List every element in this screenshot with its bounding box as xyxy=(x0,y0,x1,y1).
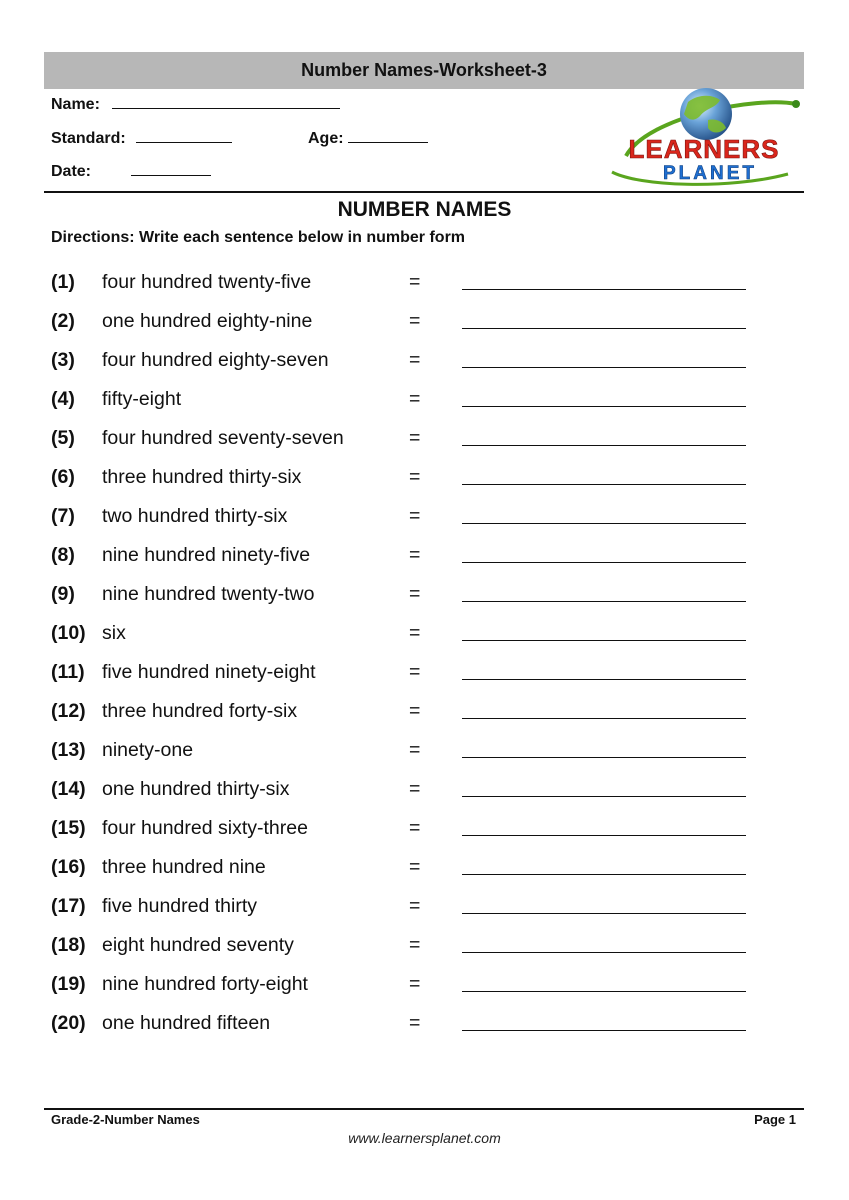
answer-line[interactable] xyxy=(462,757,746,758)
equals-sign: = xyxy=(409,310,421,332)
equals-sign: = xyxy=(409,700,421,722)
header-divider xyxy=(44,191,804,193)
equals-sign: = xyxy=(409,505,421,527)
equals-sign: = xyxy=(409,934,421,956)
answer-line[interactable] xyxy=(462,484,746,485)
orbit-dot xyxy=(792,100,800,108)
equals-sign: = xyxy=(409,739,421,761)
name-field[interactable] xyxy=(51,94,340,114)
question-number: (7) xyxy=(51,505,75,527)
equals-sign: = xyxy=(409,973,421,995)
date-label: Date: xyxy=(51,163,92,180)
equals-sign: = xyxy=(409,466,421,488)
question-text: nine hundred twenty-two xyxy=(102,583,315,605)
question-row xyxy=(0,778,849,808)
date-field[interactable] xyxy=(51,161,211,181)
standard-field[interactable] xyxy=(51,128,232,148)
footer-page-number: Page 1 xyxy=(754,1112,796,1127)
question-number: (6) xyxy=(51,466,75,488)
worksheet-title: Number Names-Worksheet-3 xyxy=(44,52,804,89)
question-number: (19) xyxy=(51,973,86,995)
answer-line[interactable] xyxy=(462,289,746,290)
question-row xyxy=(0,739,849,769)
answer-line[interactable] xyxy=(462,913,746,914)
question-number: (2) xyxy=(51,310,75,332)
question-row xyxy=(0,934,849,964)
equals-sign: = xyxy=(409,271,421,293)
name-line[interactable] xyxy=(112,94,340,109)
question-row xyxy=(0,505,849,535)
answer-line[interactable] xyxy=(462,328,746,329)
question-text: three hundred forty-six xyxy=(102,700,298,722)
question-text: nine hundred ninety-five xyxy=(102,544,311,566)
question-text: four hundred sixty-three xyxy=(102,817,308,839)
question-row xyxy=(0,583,849,613)
question-number: (18) xyxy=(51,934,86,956)
question-number: (5) xyxy=(51,427,75,449)
question-row xyxy=(0,1012,849,1042)
question-text: four hundred eighty-seven xyxy=(102,349,329,371)
question-number: (8) xyxy=(51,544,75,566)
question-text: five hundred ninety-eight xyxy=(102,661,316,683)
date-line[interactable] xyxy=(131,161,211,176)
question-row xyxy=(0,817,849,847)
question-number: (15) xyxy=(51,817,86,839)
question-number: (3) xyxy=(51,349,75,371)
question-text: one hundred eighty-nine xyxy=(102,310,313,332)
question-text: six xyxy=(102,622,126,644)
directions-text: Directions: Write each sentence below in number form xyxy=(51,229,466,246)
equals-sign: = xyxy=(409,622,421,644)
question-row xyxy=(0,466,849,496)
answer-line[interactable] xyxy=(462,796,746,797)
age-field[interactable] xyxy=(308,128,428,148)
answer-line[interactable] xyxy=(462,679,746,680)
answer-line[interactable] xyxy=(462,874,746,875)
name-label: Name: xyxy=(51,96,100,113)
age-label: Age: xyxy=(308,130,344,147)
equals-sign: = xyxy=(409,856,421,878)
answer-line[interactable] xyxy=(462,562,746,563)
question-number: (10) xyxy=(51,622,86,644)
question-number: (4) xyxy=(51,388,75,410)
answer-line[interactable] xyxy=(462,1030,746,1031)
answer-line[interactable] xyxy=(462,523,746,524)
question-row xyxy=(0,895,849,925)
question-row xyxy=(0,661,849,691)
footer-divider xyxy=(44,1108,804,1110)
answer-line[interactable] xyxy=(462,601,746,602)
question-number: (16) xyxy=(51,856,86,878)
footer-course: Grade-2-Number Names xyxy=(51,1112,200,1127)
question-row xyxy=(0,427,849,457)
equals-sign: = xyxy=(409,427,421,449)
question-row xyxy=(0,310,849,340)
equals-sign: = xyxy=(409,778,421,800)
question-text: one hundred fifteen xyxy=(102,1012,271,1034)
equals-sign: = xyxy=(409,544,421,566)
question-number: (17) xyxy=(51,895,86,917)
answer-line[interactable] xyxy=(462,445,746,446)
question-row xyxy=(0,622,849,652)
answer-line[interactable] xyxy=(462,718,746,719)
equals-sign: = xyxy=(409,817,421,839)
standard-label: Standard: xyxy=(51,130,126,147)
question-text: nine hundred forty-eight xyxy=(102,973,308,995)
question-row xyxy=(0,700,849,730)
question-text: ninety-one xyxy=(102,739,194,761)
question-text: three hundred thirty-six xyxy=(102,466,302,488)
answer-line[interactable] xyxy=(462,640,746,641)
equals-sign: = xyxy=(409,661,421,683)
question-text: one hundred thirty-six xyxy=(102,778,290,800)
age-line[interactable] xyxy=(348,128,428,143)
question-row xyxy=(0,388,849,418)
equals-sign: = xyxy=(409,1012,421,1034)
answer-line[interactable] xyxy=(462,991,746,992)
question-row xyxy=(0,856,849,886)
question-text: five hundred thirty xyxy=(102,895,258,917)
question-text: four hundred seventy-seven xyxy=(102,427,344,449)
logo-line2: PLANET xyxy=(663,163,757,184)
answer-line[interactable] xyxy=(462,835,746,836)
logo-line1: LEARNERS xyxy=(628,134,780,164)
question-number: (14) xyxy=(51,778,86,800)
question-row xyxy=(0,973,849,1003)
question-row xyxy=(0,271,849,301)
question-number: (1) xyxy=(51,271,75,293)
question-number: (11) xyxy=(51,661,85,683)
equals-sign: = xyxy=(409,388,421,410)
answer-line[interactable] xyxy=(462,406,746,407)
question-text: three hundred nine xyxy=(102,856,266,878)
answer-line[interactable] xyxy=(462,367,746,368)
question-text: fifty-eight xyxy=(102,388,182,410)
equals-sign: = xyxy=(409,349,421,371)
equals-sign: = xyxy=(409,583,421,605)
question-number: (20) xyxy=(51,1012,86,1034)
equals-sign: = xyxy=(409,895,421,917)
footer-website[interactable]: www.learnersplanet.com xyxy=(348,1130,501,1146)
page-heading: NUMBER NAMES xyxy=(337,198,512,221)
question-number: (9) xyxy=(51,583,75,605)
question-text: four hundred twenty-five xyxy=(102,271,312,293)
question-number: (13) xyxy=(51,739,86,761)
answer-line[interactable] xyxy=(462,952,746,953)
question-row xyxy=(0,544,849,574)
learners-planet-logo xyxy=(608,86,806,190)
standard-line[interactable] xyxy=(136,128,232,143)
question-row xyxy=(0,349,849,379)
question-number: (12) xyxy=(51,700,86,722)
question-text: two hundred thirty-six xyxy=(102,505,288,527)
question-text: eight hundred seventy xyxy=(102,934,294,956)
